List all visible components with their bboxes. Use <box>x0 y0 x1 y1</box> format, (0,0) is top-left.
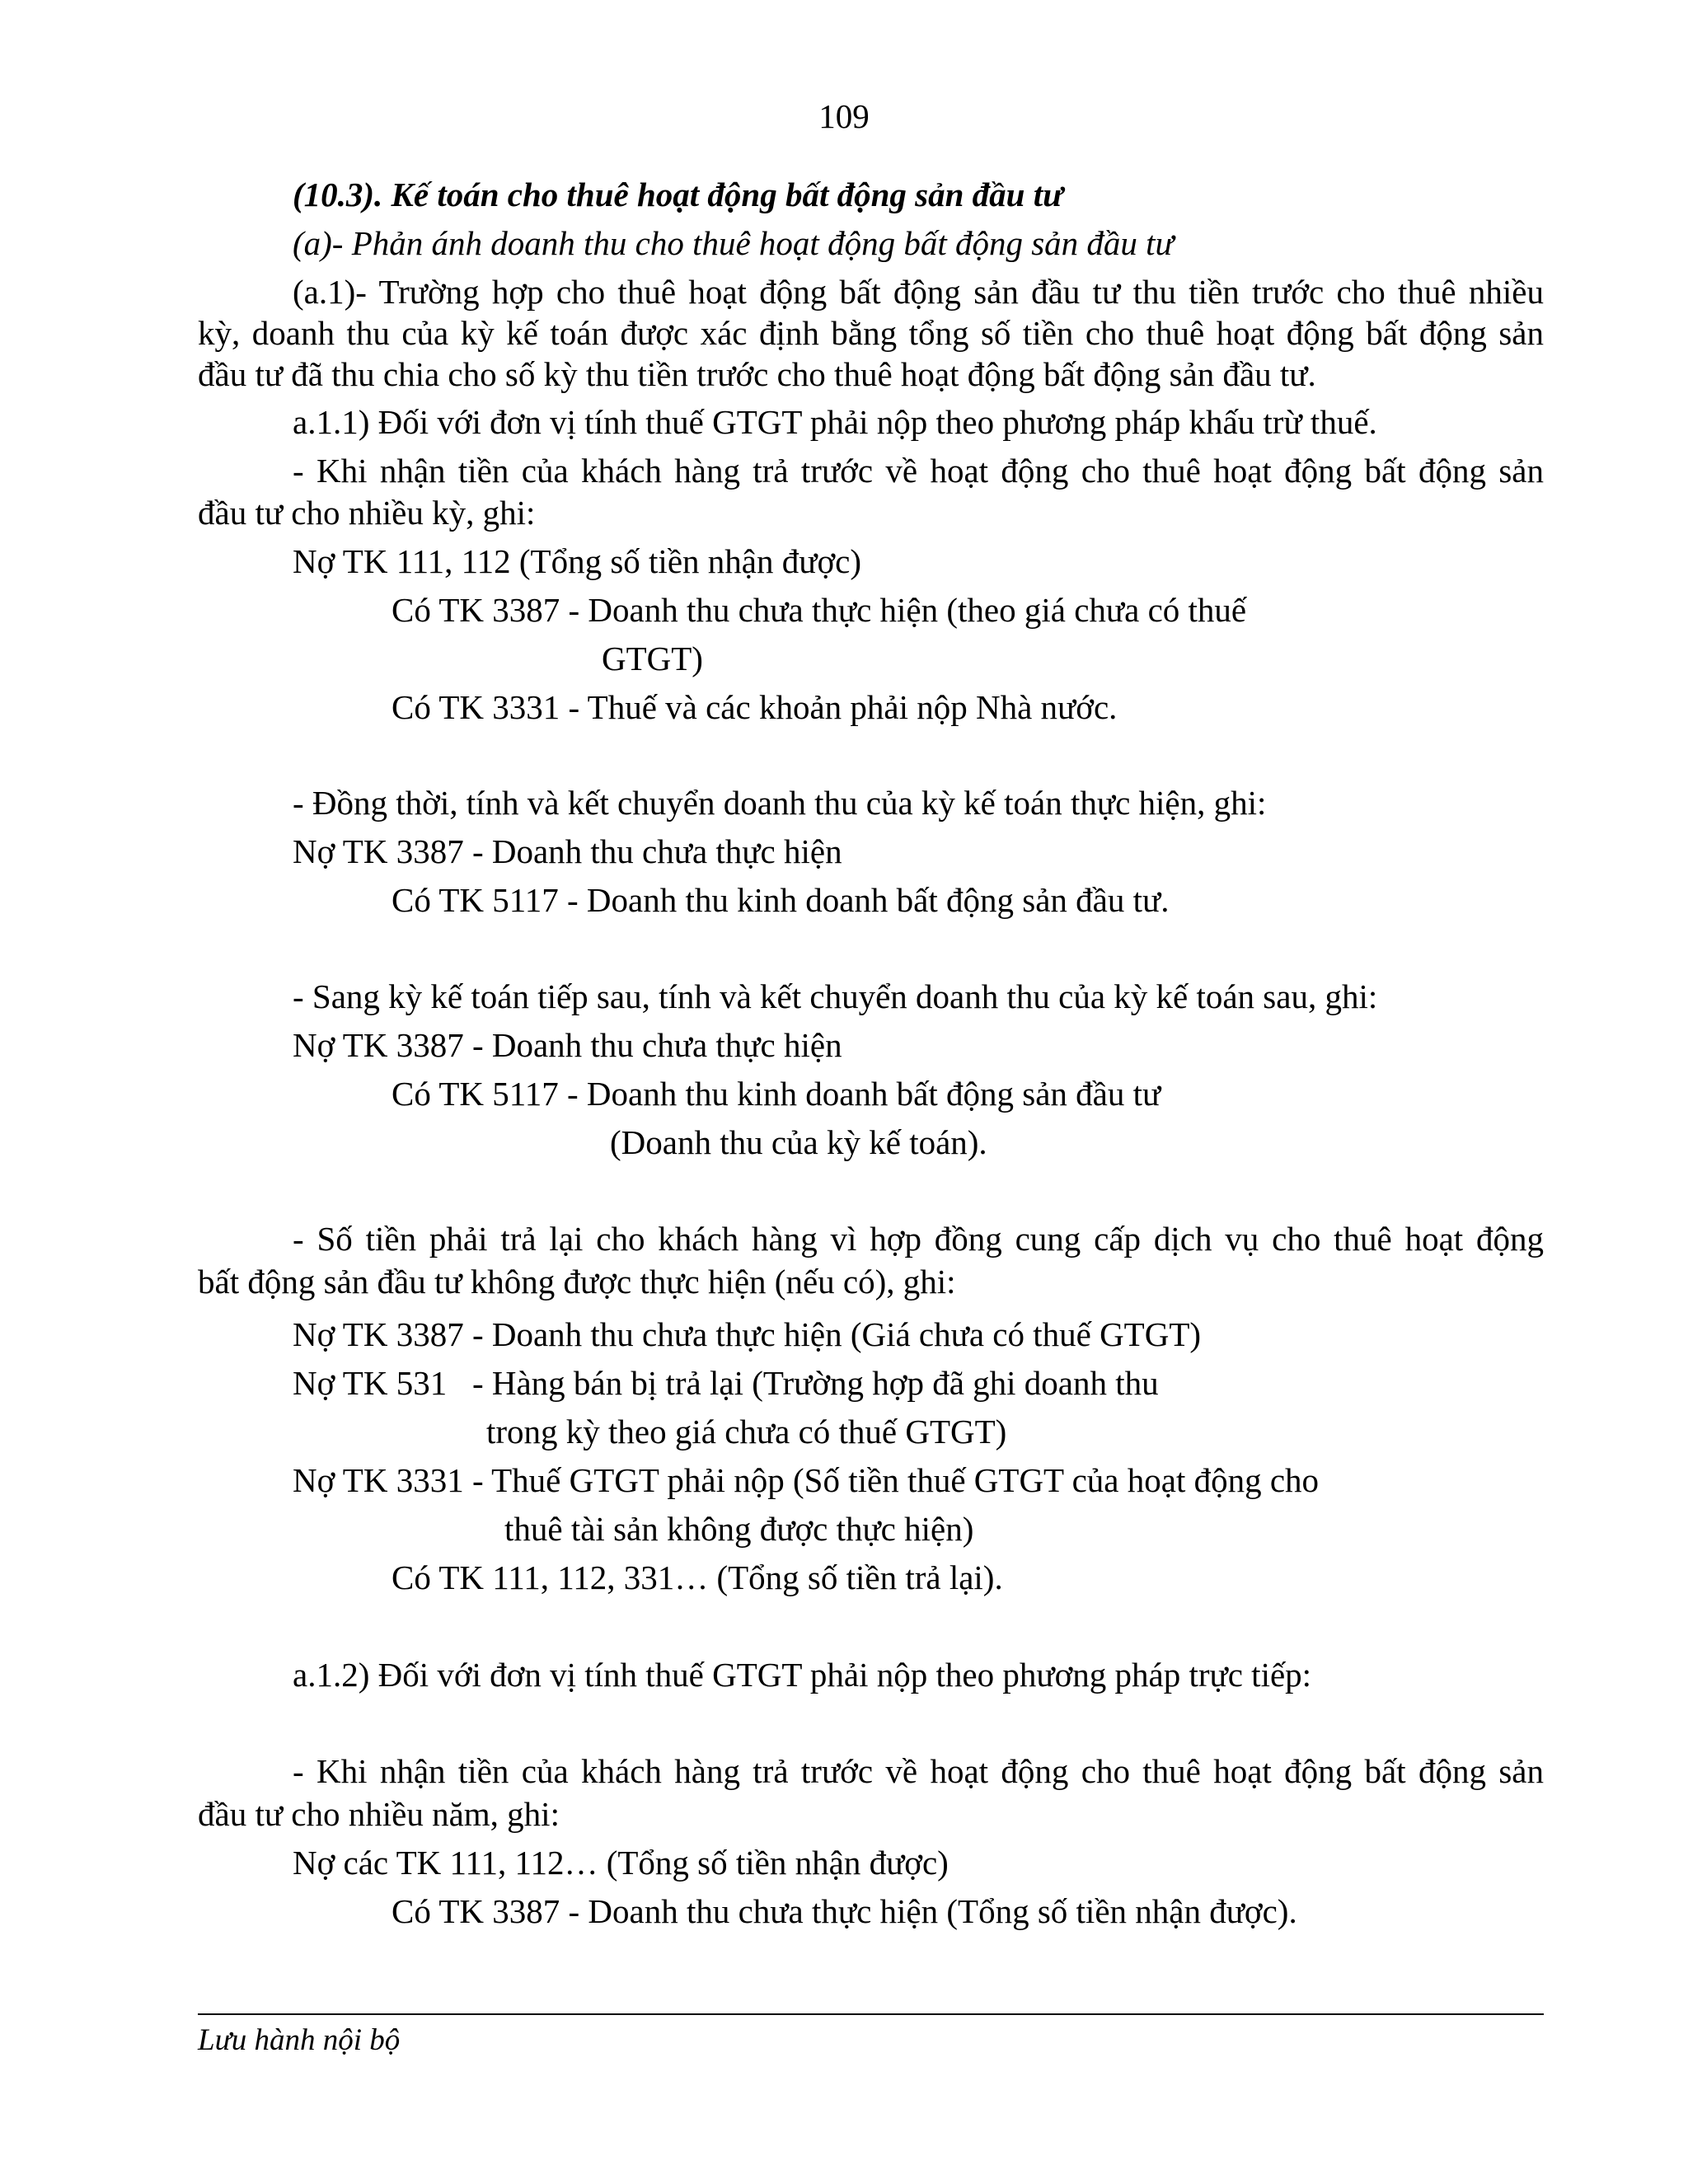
paragraph-line: - Sang kỳ kế toán tiếp sau, tính và kết chuyển doanh thu của kỳ kế toán sau, ghi: <box>293 977 1378 1015</box>
journal-entry-line: Nợ TK 3387 - Doanh thu chưa thực hiện <box>293 1026 842 1064</box>
journal-entry-line: Nợ TK 3331 - Thuế GTGT phải nộp (Số tiền thuế GTGT của hoạt động cho <box>293 1461 1320 1499</box>
paragraph-line: bất động sản đầu tư không được thực hiện (nếu có), ghi: <box>198 1263 956 1301</box>
journal-entry-line: Nợ TK 3387 - Doanh thu chưa thực hiện <box>293 832 842 870</box>
journal-entry-line: Nợ TK 111, 112 (Tổng số tiền nhận được) <box>293 542 861 580</box>
subsection-heading: (a)- Phản ánh doanh thu cho thuê hoạt động bất động sản đầu tư <box>293 224 1174 262</box>
journal-entry-line: Có TK 3387 - Doanh thu chưa thực hiện (theo giá chưa có thuế <box>392 591 1247 629</box>
paragraph-line: a.1.2) Đối với đơn vị tính thuế GTGT phải nộp theo phương pháp trực tiếp: <box>293 1656 1312 1694</box>
paragraph-line: đầu tư cho nhiều năm, ghi: <box>198 1795 560 1833</box>
journal-entry-line: Nợ TK 531 - Hàng bán bị trả lại (Trường hợp đã ghi doanh thu <box>293 1364 1159 1402</box>
journal-entry-line: (Doanh thu của kỳ kế toán). <box>610 1123 987 1161</box>
paragraph-line: - Số tiền phải trả lại cho khách hàng vì hợp đồng cung cấp dịch vụ cho thuê hoạt động <box>293 1220 1544 1258</box>
footer-divider <box>198 2013 1544 2015</box>
journal-entry-line: Có TK 5117 - Doanh thu kinh doanh bất động sản đầu tư. <box>392 881 1170 919</box>
journal-entry-line: Nợ TK 3387 - Doanh thu chưa thực hiện (Giá chưa có thuế GTGT) <box>293 1315 1202 1353</box>
page-number: 109 <box>818 97 870 135</box>
paragraph-line: kỳ, doanh thu của kỳ kế toán được xác định bằng tổng số tiền cho thuê hoạt động bất động sản <box>198 314 1544 352</box>
paragraph-line: đầu tư cho nhiều kỳ, ghi: <box>198 494 536 532</box>
journal-entry-line: GTGT) <box>602 640 703 677</box>
journal-entry-line: Có TK 5117 - Doanh thu kinh doanh bất động sản đầu tư <box>392 1075 1161 1113</box>
paragraph-line: (a.1)- Trường hợp cho thuê hoạt động bất động sản đầu tư thu tiền trước cho thuê nhiều <box>293 273 1544 311</box>
paragraph-line: a.1.1) Đối với đơn vị tính thuế GTGT phải nộp theo phương pháp khấu trừ thuế. <box>293 403 1377 441</box>
journal-entry-line: Có TK 3387 - Doanh thu chưa thực hiện (Tổng số tiền nhận được). <box>392 1892 1297 1930</box>
paragraph-line: - Khi nhận tiền của khách hàng trả trước về hoạt động cho thuê hoạt động bất động sản <box>293 1752 1544 1790</box>
paragraph-line: - Đồng thời, tính và kết chuyển doanh thu của kỳ kế toán thực hiện, ghi: <box>293 784 1267 822</box>
paragraph-line: - Khi nhận tiền của khách hàng trả trước về hoạt động cho thuê hoạt động bất động sản <box>293 452 1544 490</box>
journal-entry-line: Nợ các TK 111, 112… (Tổng số tiền nhận được) <box>293 1844 949 1882</box>
footer-text: Lưu hành nội bộ <box>198 2023 401 2057</box>
journal-entry-line: Có TK 111, 112, 331… (Tổng số tiền trả lại). <box>392 1558 1003 1596</box>
journal-entry-line: thuê tài sản không được thực hiện) <box>504 1510 974 1548</box>
journal-entry-line: Có TK 3331 - Thuế và các khoản phải nộp Nhà nước. <box>392 688 1118 726</box>
journal-entry-line: trong kỳ theo giá chưa có thuế GTGT) <box>486 1413 1007 1451</box>
paragraph-line: đầu tư đã thu chia cho số kỳ thu tiền trước cho thuê hoạt động bất động sản đầu tư. <box>198 355 1316 393</box>
section-heading: (10.3). Kế toán cho thuê hoạt động bất động sản đầu tư <box>293 176 1063 213</box>
